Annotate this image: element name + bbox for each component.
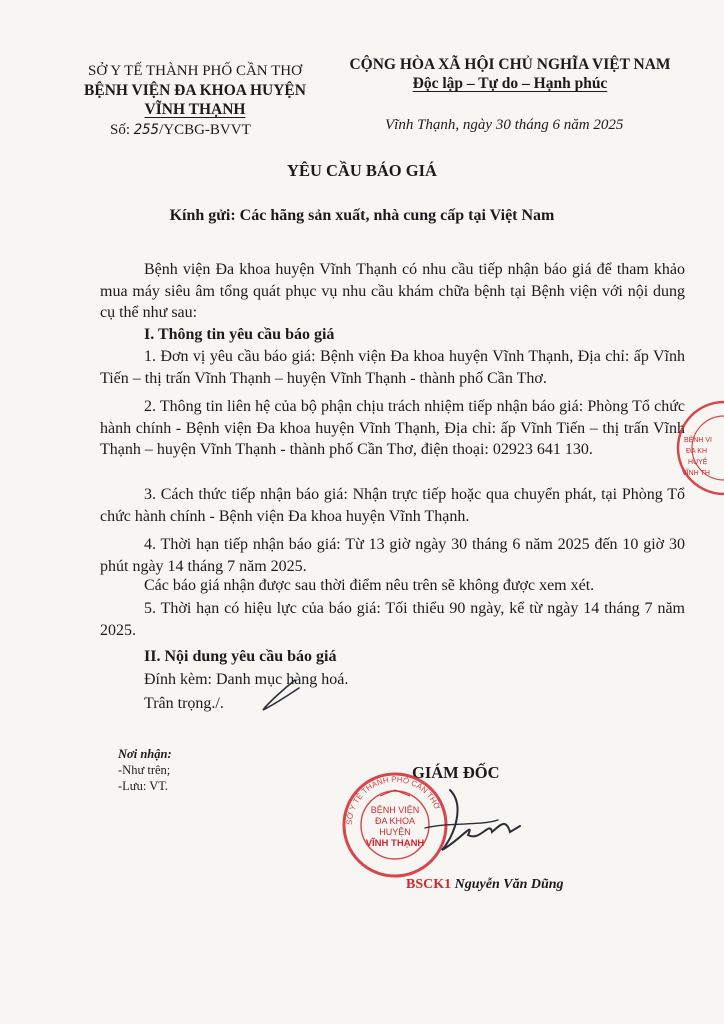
closing-line: Trân trọng./. <box>144 695 224 712</box>
item-1: 1. Đơn vị yêu cầu báo giá: Bệnh viện Đa khoa huyện Vĩnh Thạnh, Địa chỉ: ấp Vĩnh Tiến – thị trấn Vĩnh Thạnh – huyện Vĩnh Thạnh - thành phố Cần Thơ. <box>100 348 685 387</box>
initial-mark <box>255 676 305 716</box>
stamp-line1: BỆNH VIỆN <box>370 805 420 815</box>
parent-agency: SỞ Y TẾ THÀNH PHỐ CẦN THƠ <box>88 63 302 79</box>
greeting: Kính gửi: Các hãng sản xuất, nhà cung cấp tại Việt Nam <box>169 207 555 224</box>
recipient-2: -Lưu: VT. <box>118 779 169 793</box>
overlap-seal-graphic <box>672 398 724 498</box>
section1-heading: I. Thông tin yêu cầu báo giá <box>144 326 335 343</box>
handwritten-number: 255 <box>133 122 160 138</box>
recipients-block <box>118 746 172 794</box>
recipients-label: Nơi nhận: <box>118 747 172 761</box>
signer-line <box>406 877 564 893</box>
late-notice: Các báo giá nhận được sau thời điểm nêu trên sẽ không được xem xét. <box>144 577 595 594</box>
handwritten-signature <box>420 780 530 860</box>
section2-heading: II. Nội dung yêu cầu báo giá <box>144 648 337 665</box>
item-5: 5. Thời hạn có hiệu lực của báo giá: Tối thiểu 90 ngày, kể từ ngày 14 tháng 7 năm 2025. <box>100 600 685 639</box>
signer-title: GIÁM ĐỐC <box>412 763 500 782</box>
country-name: CỘNG HÒA XÃ HỘI CHỦ NGHĨA VIỆT NAM <box>349 56 671 73</box>
item-3: 3. Cách thức tiếp nhận báo giá: Nhận trực tiếp hoặc qua chuyển phát, tại Phòng Tổ chức hành chính - Bệnh viện Đa khoa huyện Vĩnh Thạnh. <box>100 486 685 525</box>
svg-text:BỆNH VI: BỆNH VI <box>684 437 713 444</box>
stamp-line2: ĐA KHOA <box>374 816 416 826</box>
signer-name: Nguyễn Văn Dũng <box>454 877 564 892</box>
issuing-agency-block <box>70 62 320 119</box>
motto: Độc lập – Tự do – Hạnh phúc <box>412 75 608 92</box>
national-motto-block <box>335 55 685 93</box>
recipient-1: -Như trên; <box>118 763 171 777</box>
signer-rank: BSCK1 <box>406 877 452 892</box>
document-number: Số: 255/YCBG-BVVT <box>110 122 251 138</box>
document-title: YÊU CẦU BÁO GIÁ <box>287 161 437 180</box>
stamp-ring-text: SỞ Y TẾ THÀNH PHỐ CẦN THƠ <box>344 774 442 826</box>
stamp-line4: VĨNH THẠNH <box>365 838 425 849</box>
svg-text:ĐA KH: ĐA KH <box>686 448 708 455</box>
hospital-name-line2: VĨNH THẠNH <box>144 101 246 118</box>
hospital-name-line1: BỆNH VIỆN ĐA KHOA HUYỆN <box>84 82 306 99</box>
date-line: Vĩnh Thạnh, ngày 30 tháng 6 năm 2025 <box>385 117 624 133</box>
attachment-line: Đính kèm: Danh mục hàng hoá. <box>144 671 349 688</box>
intro-paragraph: Bệnh viện Đa khoa huyện Vĩnh Thạnh có nhu cầu tiếp nhận báo giá để tham khảo mua máy siêu âm tổng quát phục vụ nhu cầu khám chữa bệnh tại Bệnh viện với nội dung cụ thể như sau: <box>100 261 685 321</box>
item-4: 4. Thời hạn tiếp nhận báo giá: Từ 13 giờ ngày 30 tháng 6 năm 2025 đến 10 giờ 30 phút ngày 14 tháng 7 năm 2025. <box>100 536 685 575</box>
svg-text:VĨNH TH: VĨNH TH <box>682 470 710 477</box>
item-2: 2. Thông tin liên hệ của bộ phận chịu trách nhiệm tiếp nhận báo giá: Phòng Tổ chức hành chính - Bệnh viện Đa khoa huyện Vĩnh Thạnh, Địa chỉ: ấp Vĩnh Tiến – thị trấn Vĩnh Thạnh – huyện Vĩnh Thạnh - thành phố Cần Thơ, điện thoại: 02923 641 130. <box>100 398 685 458</box>
svg-text:HUYỆ: HUYỆ <box>688 459 708 466</box>
stamp-line3: HUYỆN <box>379 827 411 837</box>
